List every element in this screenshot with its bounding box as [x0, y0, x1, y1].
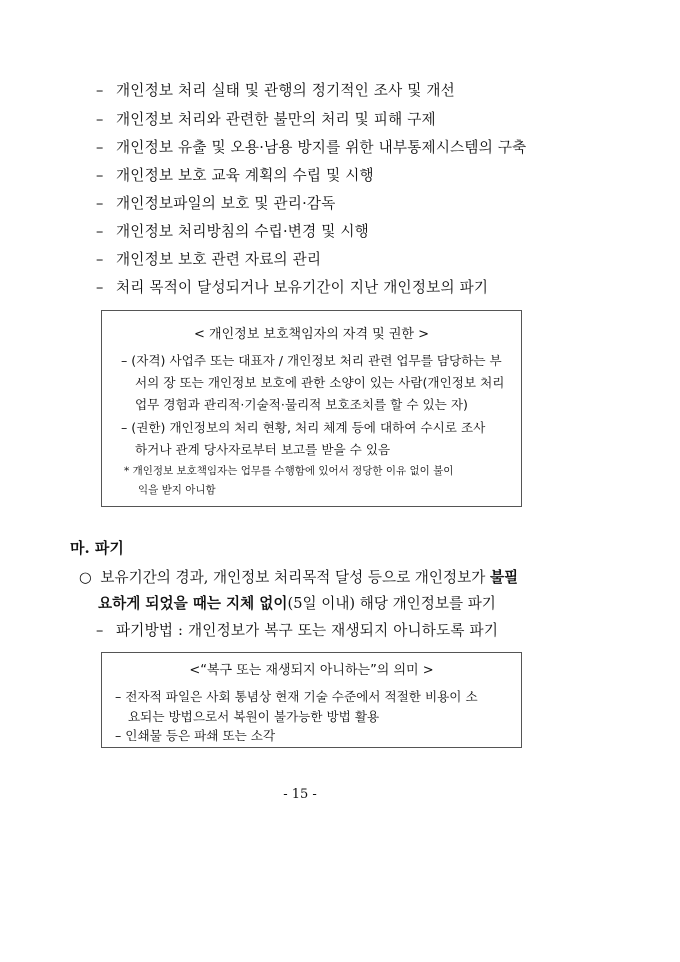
authority-line: 하거나 관계 당사자로부터 보고를 받을 수 있음 [135, 442, 391, 457]
note-line: 익을 받지 아니함 [138, 484, 216, 496]
circle-bullet-icon: ○ [79, 569, 92, 586]
dash-icon: – [96, 195, 104, 212]
qualification-box-title: < 개인정보 보호책임자의 자격 및 권한 > [194, 327, 429, 342]
meaning-line: – 인쇄물 등은 파쇄 또는 소각 [115, 728, 276, 743]
qualification-line: 서의 장 또는 개인정보 보호에 관한 소양이 있는 사람(개인정보 처리 [135, 375, 505, 390]
meaning-box [101, 652, 522, 748]
dash-icon: – [96, 251, 104, 268]
qualification-line: 업무 경험과 관리적·기술적·물리적 보호조치를 할 수 있는 자) [135, 397, 468, 412]
authority-line: – (권한) 개인정보의 처리 현황, 처리 체계 등에 대하여 수시로 조사 [121, 420, 486, 435]
dash-icon: – [96, 279, 104, 296]
destruction-paragraph-line: ○ 보유기간의 경과, 개인정보 처리목적 달성 등으로 개인정보가 불필 [79, 569, 519, 586]
dash-icon: – [96, 111, 104, 128]
duty-item: – 개인정보 보호 관련 자료의 관리 [96, 251, 322, 268]
destruction-method: – 파기방법 : 개인정보가 복구 또는 재생되지 아니하도록 파기 [96, 622, 499, 639]
dash-icon: – [96, 223, 104, 240]
duty-item: – 개인정보 처리 실태 및 관행의 정기적인 조사 및 개선 [96, 82, 455, 99]
section-heading: 마. 파기 [70, 539, 124, 557]
duty-item: – 개인정보 보호 교육 계획의 수립 및 시행 [96, 167, 374, 184]
meaning-box-title: <“복구 또는 재생되지 아니하는”의 의미 > [189, 663, 434, 678]
duty-item: – 개인정보 처리와 관련한 불만의 처리 및 피해 구제 [96, 111, 436, 128]
duty-item: – 개인정보파일의 보호 및 관리·감독 [96, 195, 336, 212]
note-line: * 개인정보 보호책임자는 업무를 수행함에 있어서 정당한 이유 없이 불이 [124, 465, 454, 477]
duty-item: – 개인정보 처리방침의 수립·변경 및 시행 [96, 223, 369, 240]
meaning-line: 요되는 방법으로서 복원이 불가능한 방법 활용 [128, 709, 380, 724]
dash-icon: – [96, 167, 104, 184]
duty-item: – 개인정보 유출 및 오용·남용 방지를 위한 내부통제시스템의 구축 [96, 139, 527, 156]
qualification-box [101, 310, 522, 507]
meaning-line: – 전자적 파일은 사회 통념상 현재 기술 수준에서 적절한 비용이 소 [115, 689, 478, 704]
qualification-line: – (자격) 사업주 또는 대표자 / 개인정보 처리 관련 업무를 담당하는 부 [121, 353, 502, 368]
duty-item: – 처리 목적이 달성되거나 보유기간이 지난 개인정보의 파기 [96, 279, 489, 296]
dash-icon: – [96, 139, 104, 156]
dash-icon: – [96, 622, 104, 639]
page-number: - 15 - [283, 787, 317, 802]
destruction-paragraph-line: 요하게 되었을 때는 지체 없이(5일 이내) 해당 개인정보를 파기 [98, 595, 496, 612]
dash-icon: – [96, 82, 104, 99]
